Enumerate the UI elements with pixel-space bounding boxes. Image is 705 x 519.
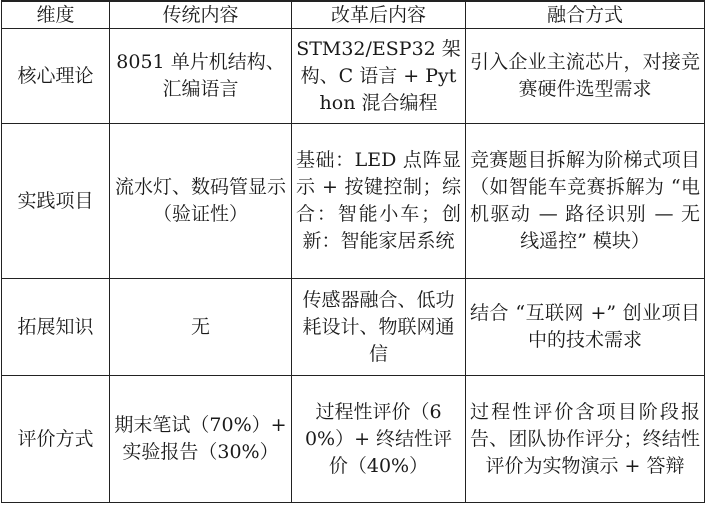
header-row xyxy=(2,1,705,29)
cell-dimension: 评价方式 xyxy=(2,376,110,503)
table-row xyxy=(2,124,705,279)
header-dimension: 维度 xyxy=(2,1,110,29)
cell-integration: 过程性评价含项目阶段报告、团队协作评分；终结性评价为实物演示 + 答辩 xyxy=(466,376,705,503)
cell-integration: 结合 “互联网 +” 创业项目中的技术需求 xyxy=(466,279,705,376)
comparison-table xyxy=(1,0,705,503)
header-integration: 融合方式 xyxy=(466,1,705,29)
cell-reformed: 传感器融合、低功耗设计、物联网通信 xyxy=(292,279,466,376)
table-row xyxy=(2,279,705,376)
cell-integration: 竞赛题目拆解为阶梯式项目（如智能车竞赛拆解为 “电机驱动 — 路径识别 — 无线遥控” 模块） xyxy=(466,124,705,279)
table-row xyxy=(2,29,705,124)
cell-traditional: 8051 单片机结构、汇编语言 xyxy=(110,29,292,124)
cell-integration: 引入企业主流芯片，对接竞赛硬件选型需求 xyxy=(466,29,705,124)
cell-reformed: STM32/ESP32 架构、C 语言 + Python 混合编程 xyxy=(292,29,466,124)
header-traditional: 传统内容 xyxy=(110,1,292,29)
header-reformed: 改革后内容 xyxy=(292,1,466,29)
cell-dimension: 核心理论 xyxy=(2,29,110,124)
table-row xyxy=(2,376,705,503)
cell-traditional: 无 xyxy=(110,279,292,376)
cell-dimension: 拓展知识 xyxy=(2,279,110,376)
cell-traditional: 期末笔试（70%）+ 实验报告（30%） xyxy=(110,376,292,503)
cell-dimension: 实践项目 xyxy=(2,124,110,279)
cell-reformed: 基础：LED 点阵显示 + 按键控制；综合：智能小车；创新：智能家居系统 xyxy=(292,124,466,279)
cell-reformed: 过程性评价（60%）+ 终结性评价（40%） xyxy=(292,376,466,503)
cell-traditional: 流水灯、数码管显示（验证性） xyxy=(110,124,292,279)
